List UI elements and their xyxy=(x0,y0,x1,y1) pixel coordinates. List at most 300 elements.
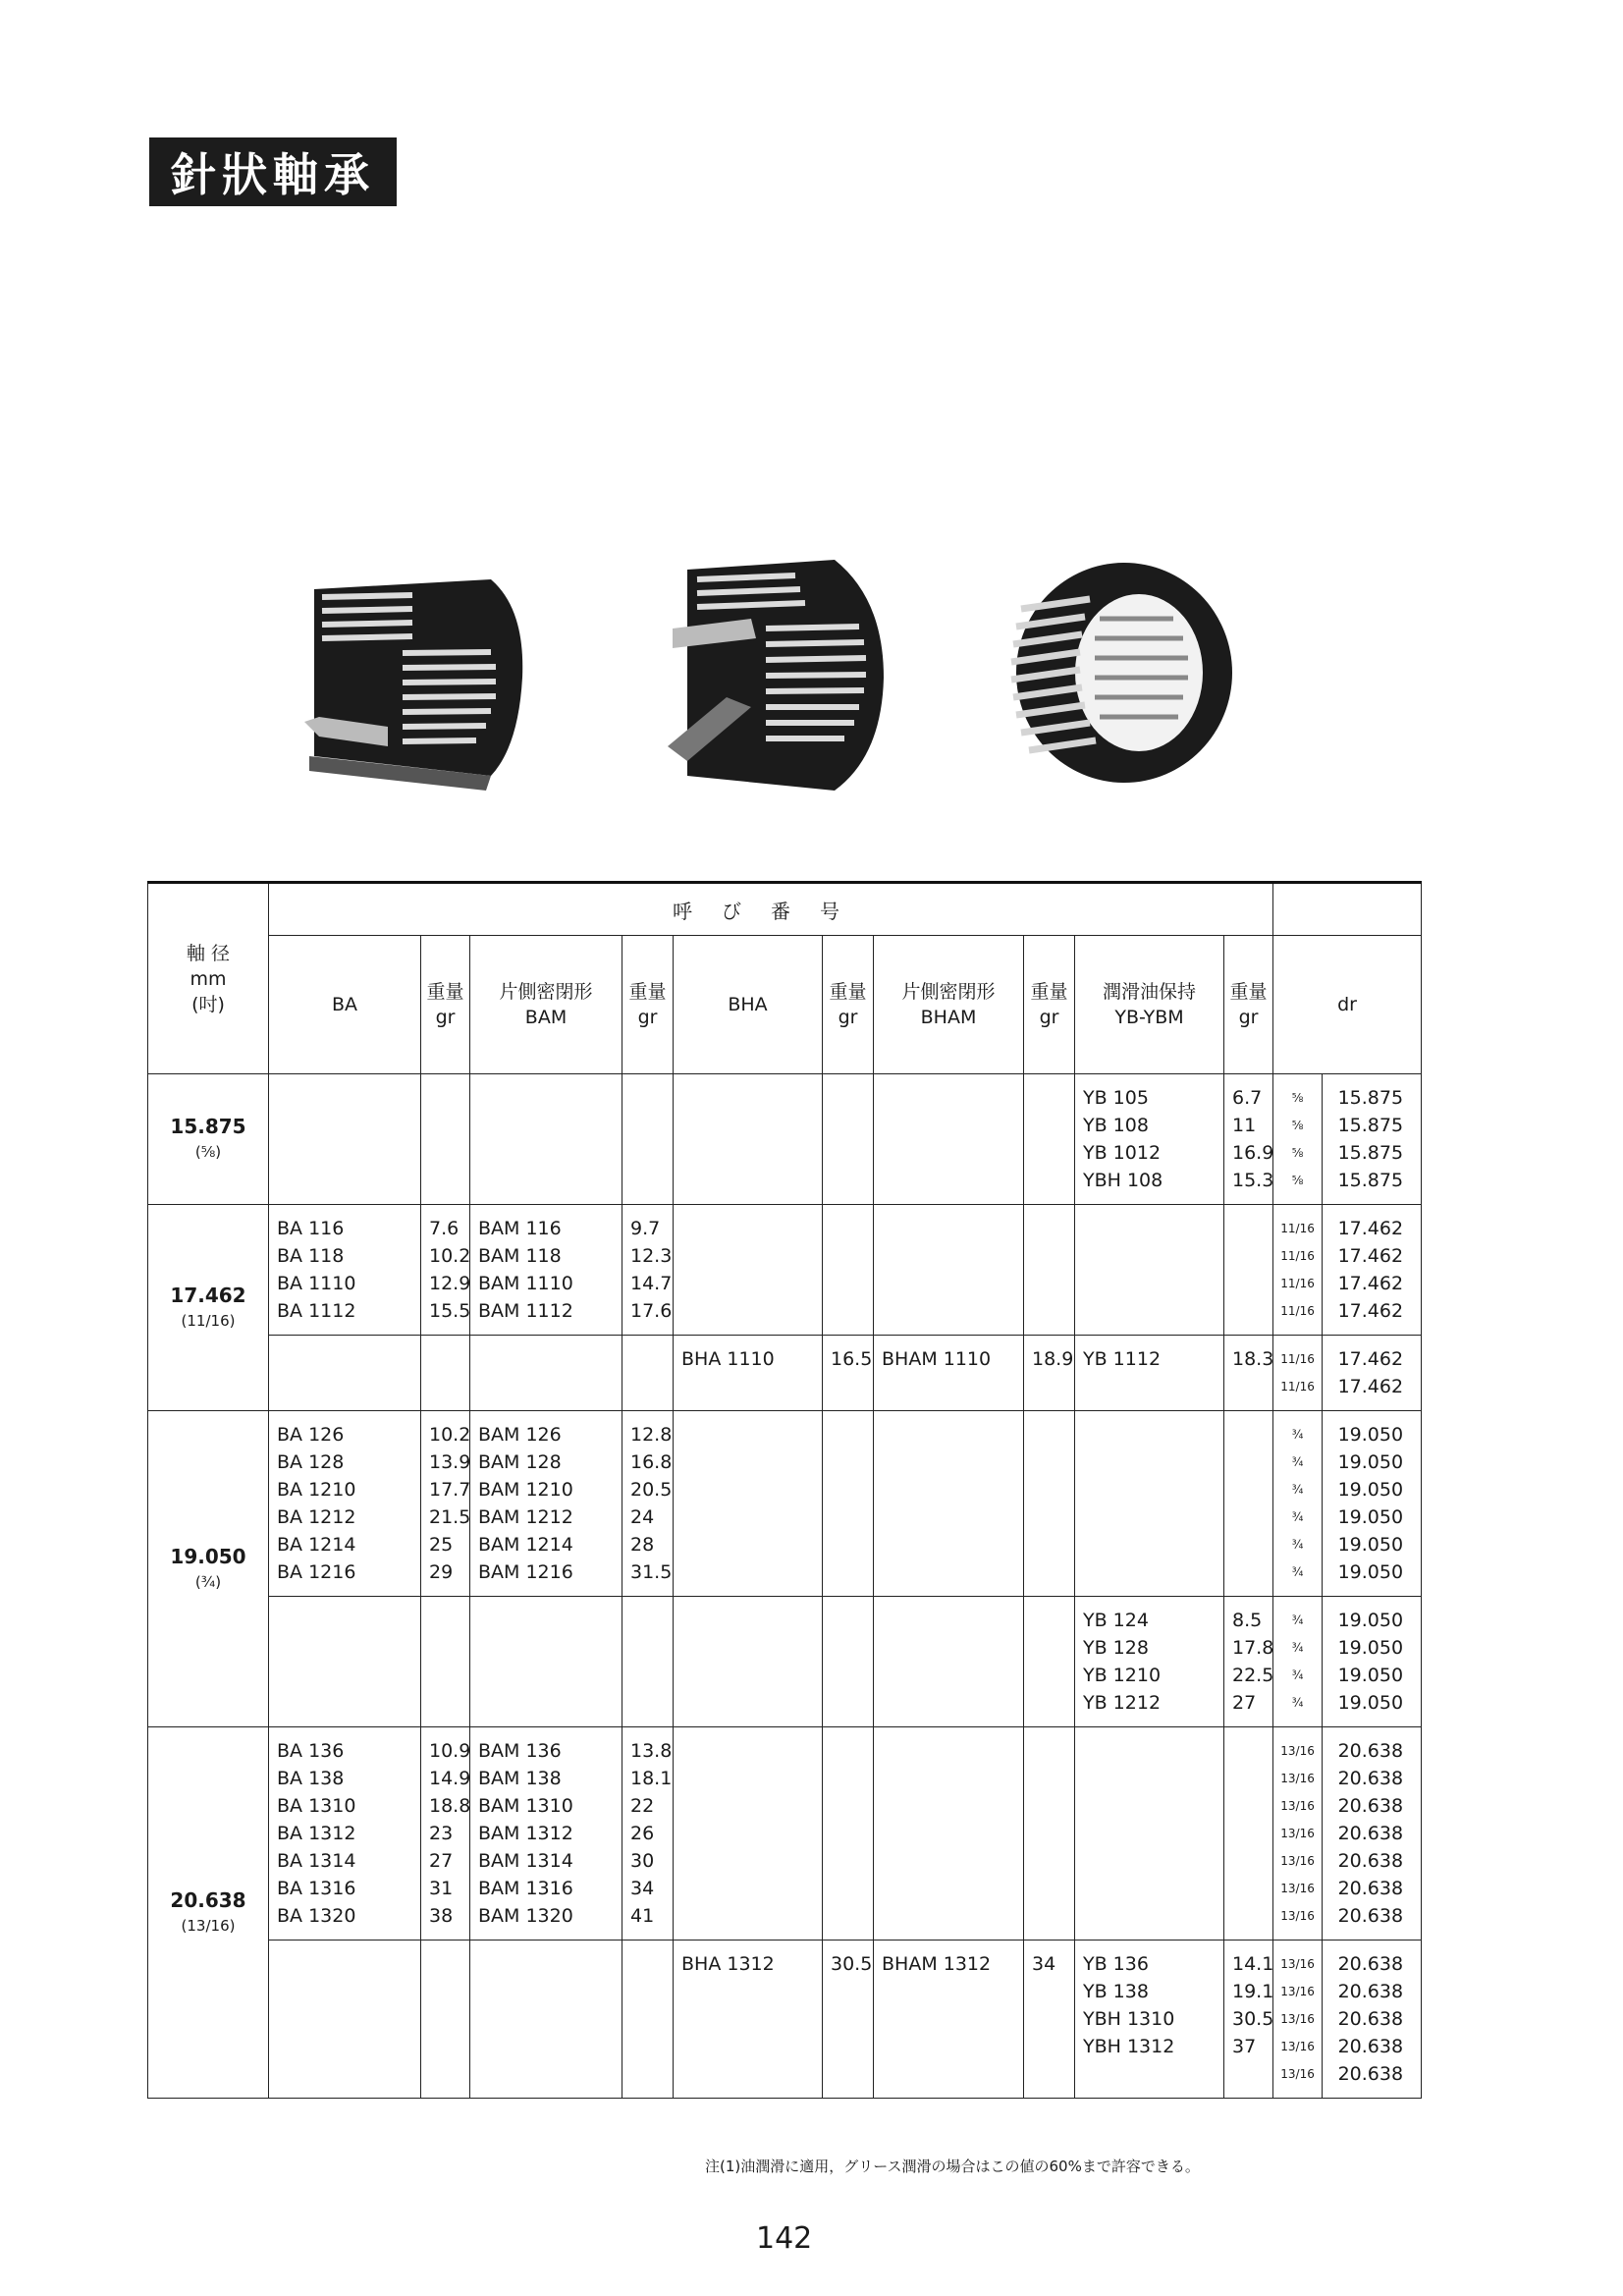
cell-line: YB 1212 xyxy=(1083,1692,1162,1714)
cell-bam xyxy=(470,1074,622,1205)
cell-line: 26 xyxy=(630,1823,655,1844)
cell-yb-w xyxy=(1224,1205,1273,1336)
cell-line: YB 108 xyxy=(1083,1115,1149,1136)
bearing-photos xyxy=(295,550,1257,825)
cell-line: BA 1212 xyxy=(277,1506,356,1528)
dr-line: 20.638 xyxy=(1337,1795,1404,1817)
cell-line: BAM 128 xyxy=(478,1451,562,1473)
cell-line: 12.3 xyxy=(630,1245,673,1267)
dr-line: 19.050 xyxy=(1337,1451,1404,1473)
weight-label: 重量 xyxy=(426,981,464,1003)
cell-line: 10.2 xyxy=(429,1245,471,1267)
cell-line: 29 xyxy=(429,1561,454,1583)
dr-line: 15.875 xyxy=(1337,1142,1404,1164)
table-row xyxy=(148,1411,1422,1597)
cell-inch-fraction xyxy=(1273,1336,1323,1411)
fraction-line: 13/16 xyxy=(1280,1985,1315,1998)
dr-line: 17.462 xyxy=(1337,1348,1404,1370)
cell-line: BAM 118 xyxy=(478,1245,562,1267)
dr-line: 20.638 xyxy=(1337,1953,1404,1975)
cell-bham-w xyxy=(1024,1727,1075,1941)
cell-line: BA 1312 xyxy=(277,1823,356,1844)
cell-line: 7.6 xyxy=(429,1218,460,1239)
cell-line: 30.5 xyxy=(831,1953,873,1975)
shaft-diameter-cell xyxy=(148,1074,269,1205)
dr-line: 17.462 xyxy=(1337,1300,1404,1322)
cell-bam-w xyxy=(622,1336,674,1411)
cell-line: 18.9 xyxy=(1032,1348,1074,1370)
cell-line: BAM 1312 xyxy=(478,1823,573,1844)
cell-line: YB 1210 xyxy=(1083,1665,1162,1686)
table-row xyxy=(148,1074,1422,1205)
cell-bam-w xyxy=(622,1597,674,1727)
cell-line: 13.8 xyxy=(630,1740,673,1762)
fraction-line: 13/16 xyxy=(1280,1744,1315,1758)
col-bha-header: BHA xyxy=(674,936,823,1074)
cell-line: 17.7 xyxy=(429,1479,471,1501)
bearing-image-half-open xyxy=(658,550,893,805)
fraction-line: ¾ xyxy=(1291,1613,1304,1627)
table-row xyxy=(148,1597,1422,1727)
dr-line: 19.050 xyxy=(1337,1561,1404,1583)
cell-bha-w xyxy=(823,1597,874,1727)
cell-bha xyxy=(674,1336,823,1411)
cell-bam xyxy=(470,1597,622,1727)
cell-line: BAM 1214 xyxy=(478,1534,573,1556)
cell-yb-w xyxy=(1224,1411,1273,1597)
cell-line: 31.5 xyxy=(630,1561,673,1583)
dr-line: 17.462 xyxy=(1337,1245,1404,1267)
cell-line: BAM 1210 xyxy=(478,1479,573,1501)
dr-line: 17.462 xyxy=(1337,1218,1404,1239)
cell-line: 12.8 xyxy=(630,1424,673,1446)
bam-header-line1: 片側密閉形 xyxy=(499,981,593,1003)
cell-bam xyxy=(470,1727,622,1941)
col-ba-header: BA xyxy=(269,936,421,1074)
fraction-line: 13/16 xyxy=(1280,1957,1315,1971)
cell-line: 14.1 xyxy=(1232,1953,1274,1975)
cell-line: 38 xyxy=(429,1905,454,1927)
cell-ba-w xyxy=(421,1074,470,1205)
fraction-line: 13/16 xyxy=(1280,1882,1315,1895)
table-row xyxy=(148,1727,1422,1941)
cell-bha-w xyxy=(823,1411,874,1597)
cell-line: 9.7 xyxy=(630,1218,661,1239)
cell-yb xyxy=(1075,1336,1224,1411)
cell-line: BHAM 1312 xyxy=(882,1953,992,1975)
cell-line: 30 xyxy=(630,1850,655,1872)
cell-line: YB 138 xyxy=(1083,1981,1149,2002)
bham-header-line2: BHAM xyxy=(920,1007,977,1028)
cell-line: YBH 1312 xyxy=(1083,2036,1175,2057)
cell-bha-w xyxy=(823,1336,874,1411)
cell-ba-w xyxy=(421,1336,470,1411)
cell-dr xyxy=(1323,1336,1422,1411)
fraction-line: 13/16 xyxy=(1280,1909,1315,1923)
cell-line: YB 136 xyxy=(1083,1953,1149,1975)
dr-line: 20.638 xyxy=(1337,1981,1404,2002)
cell-bha xyxy=(674,1941,823,2099)
cell-dr xyxy=(1323,1205,1422,1336)
axis-header-unit: mm xyxy=(189,967,227,990)
cell-bam xyxy=(470,1336,622,1411)
yb-header-line2: YB-YBM xyxy=(1114,1007,1184,1028)
cell-line: BAM 1310 xyxy=(478,1795,573,1817)
cell-yb xyxy=(1075,1941,1224,2099)
dr-line: 20.638 xyxy=(1337,1850,1404,1872)
col-bham-header xyxy=(874,936,1024,1074)
cell-inch-fraction xyxy=(1273,1941,1323,2099)
col-bha-weight-header xyxy=(823,936,874,1074)
dr-line: 19.050 xyxy=(1337,1479,1404,1501)
cell-ba-w xyxy=(421,1941,470,2099)
cell-ba xyxy=(269,1336,421,1411)
cell-bam-w xyxy=(622,1941,674,2099)
cell-line: BAM 1212 xyxy=(478,1506,573,1528)
shaft-diameter-inch: (13/16) xyxy=(181,1916,236,1935)
cell-line: BAM 1320 xyxy=(478,1905,573,1927)
cell-dr xyxy=(1323,1411,1422,1597)
cell-bha xyxy=(674,1205,823,1336)
cell-line: YB 1012 xyxy=(1083,1142,1162,1164)
cell-line: BAM 126 xyxy=(478,1424,562,1446)
dr-line: 15.875 xyxy=(1337,1087,1404,1109)
col-yb-header xyxy=(1075,936,1224,1074)
dr-line: 20.638 xyxy=(1337,1823,1404,1844)
axis-header-inch: (吋) xyxy=(191,993,225,1015)
cell-line: BA 1112 xyxy=(277,1300,356,1322)
fraction-line: 13/16 xyxy=(1280,1854,1315,1868)
cell-line: BA 118 xyxy=(277,1245,345,1267)
axis-header xyxy=(148,883,269,1074)
cell-ba-w xyxy=(421,1411,470,1597)
cell-inch-fraction xyxy=(1273,1411,1323,1597)
cell-yb xyxy=(1075,1727,1224,1941)
cell-bham xyxy=(874,1074,1024,1205)
cell-line: BA 1216 xyxy=(277,1561,356,1583)
cell-bam xyxy=(470,1411,622,1597)
yb-header-line1: 潤滑油保持 xyxy=(1102,981,1196,1003)
shaft-diameter-cell xyxy=(148,1727,269,2099)
cell-line: 14.7 xyxy=(630,1273,673,1294)
cell-line: BAM 136 xyxy=(478,1740,562,1762)
fraction-line: ¾ xyxy=(1291,1538,1304,1552)
cell-dr xyxy=(1323,1074,1422,1205)
col-ba-weight-header xyxy=(421,936,470,1074)
axis-header-label: 軸 径 xyxy=(186,942,231,964)
cell-yb-w xyxy=(1224,1336,1273,1411)
cell-line: BA 1310 xyxy=(277,1795,356,1817)
weight-label: 重量 xyxy=(1229,981,1268,1003)
cell-bham xyxy=(874,1411,1024,1597)
cell-line: 8.5 xyxy=(1232,1610,1263,1631)
cell-line: YB 128 xyxy=(1083,1637,1149,1659)
weight-label: 重量 xyxy=(1030,981,1068,1003)
cell-bha xyxy=(674,1597,823,1727)
cell-ba-w xyxy=(421,1727,470,1941)
page-number: 142 xyxy=(756,2221,813,2256)
cell-ba xyxy=(269,1597,421,1727)
dr-line: 20.638 xyxy=(1337,2036,1404,2057)
table-row xyxy=(148,1205,1422,1336)
cell-bham-w xyxy=(1024,1205,1075,1336)
table-row xyxy=(148,1336,1422,1411)
dr-line: 17.462 xyxy=(1337,1273,1404,1294)
shaft-diameter-cell xyxy=(148,1205,269,1411)
cell-inch-fraction xyxy=(1273,1205,1323,1336)
dr-line: 15.875 xyxy=(1337,1170,1404,1191)
cell-bham xyxy=(874,1727,1024,1941)
cell-line: BA 126 xyxy=(277,1424,345,1446)
cell-inch-fraction xyxy=(1273,1727,1323,1941)
weight-unit: gr xyxy=(1039,1007,1059,1028)
cell-line: 37 xyxy=(1232,2036,1257,2057)
shaft-diameter-mm: 20.638 xyxy=(170,1887,246,1912)
fraction-line: ⅝ xyxy=(1291,1146,1304,1160)
cell-line: 22.5 xyxy=(1232,1665,1274,1686)
cell-yb xyxy=(1075,1411,1224,1597)
cell-yb-w xyxy=(1224,1074,1273,1205)
cell-line: BAM 1112 xyxy=(478,1300,573,1322)
bearing-image-caged xyxy=(1001,550,1237,805)
cell-line: 10.9 xyxy=(429,1740,471,1762)
cell-bham-w xyxy=(1024,1597,1075,1727)
weight-unit: gr xyxy=(637,1007,658,1028)
col-bam-weight-header xyxy=(622,936,674,1074)
cell-bham xyxy=(874,1205,1024,1336)
cell-bham xyxy=(874,1597,1024,1727)
cell-line: BA 1316 xyxy=(277,1878,356,1899)
cell-line: YBH 1310 xyxy=(1083,2008,1175,2030)
cell-line: 12.9 xyxy=(429,1273,471,1294)
cell-line: BAM 1316 xyxy=(478,1878,573,1899)
fraction-line: ¾ xyxy=(1291,1428,1304,1442)
cell-yb-w xyxy=(1224,1727,1273,1941)
col-dr-header: dr xyxy=(1273,936,1422,1074)
dr-line: 20.638 xyxy=(1337,1878,1404,1899)
fraction-line: 13/16 xyxy=(1280,2067,1315,2081)
cell-bha-w xyxy=(823,1205,874,1336)
cell-yb-w xyxy=(1224,1597,1273,1727)
cell-line: BAM 138 xyxy=(478,1768,562,1789)
cell-line: BA 1210 xyxy=(277,1479,356,1501)
shaft-diameter-inch: (¾) xyxy=(194,1572,222,1591)
cell-bam xyxy=(470,1941,622,2099)
dr-line: 20.638 xyxy=(1337,2063,1404,2085)
weight-unit: gr xyxy=(1238,1007,1259,1028)
weight-unit: gr xyxy=(435,1007,456,1028)
cell-line: 19.1 xyxy=(1232,1981,1274,2002)
cell-line: YB 1112 xyxy=(1083,1348,1162,1370)
cell-bham-w xyxy=(1024,1941,1075,2099)
fraction-line: ⅝ xyxy=(1291,1091,1304,1105)
cell-line: 17.6 xyxy=(630,1300,673,1322)
cell-line: YBH 108 xyxy=(1083,1170,1163,1191)
fraction-line: 11/16 xyxy=(1280,1277,1315,1290)
dr-line: 20.638 xyxy=(1337,1740,1404,1762)
cell-line: 27 xyxy=(1232,1692,1257,1714)
cell-line: BA 1314 xyxy=(277,1850,356,1872)
dr-line: 20.638 xyxy=(1337,2008,1404,2030)
cell-inch-fraction xyxy=(1273,1597,1323,1727)
cell-line: 28 xyxy=(630,1534,655,1556)
cell-line: 34 xyxy=(630,1878,655,1899)
cell-line: 15.5 xyxy=(429,1300,471,1322)
cell-line: BA 116 xyxy=(277,1218,345,1239)
col-bham-weight-header xyxy=(1024,936,1075,1074)
cell-inch-fraction xyxy=(1273,1074,1323,1205)
cell-line: 18.3 xyxy=(1232,1348,1274,1370)
cell-bam-w xyxy=(622,1411,674,1597)
cell-line: 16.8 xyxy=(630,1451,673,1473)
cell-line: YB 124 xyxy=(1083,1610,1149,1631)
dr-line: 20.638 xyxy=(1337,1905,1404,1927)
fraction-line: 11/16 xyxy=(1280,1222,1315,1235)
bam-header-line2: BAM xyxy=(524,1007,568,1028)
dr-header-top xyxy=(1273,883,1422,936)
fraction-line: 13/16 xyxy=(1280,1772,1315,1785)
bearing-spec-table xyxy=(147,881,1422,2099)
cell-line: 18.1 xyxy=(630,1768,673,1789)
cell-line: BA 128 xyxy=(277,1451,345,1473)
fraction-line: ¾ xyxy=(1291,1668,1304,1682)
cell-line: 17.8 xyxy=(1232,1637,1274,1659)
dr-line: 20.638 xyxy=(1337,1768,1404,1789)
cell-line: 10.2 xyxy=(429,1424,471,1446)
cell-line: 30.5 xyxy=(1232,2008,1274,2030)
cell-line: 15.3 xyxy=(1232,1170,1274,1191)
dr-line: 17.462 xyxy=(1337,1376,1404,1397)
fraction-line: ¾ xyxy=(1291,1510,1304,1524)
cell-bha xyxy=(674,1411,823,1597)
cell-dr xyxy=(1323,1597,1422,1727)
cell-line: 31 xyxy=(429,1878,454,1899)
cell-line: BA 1110 xyxy=(277,1273,356,1294)
cell-line: 22 xyxy=(630,1795,655,1817)
cell-bha xyxy=(674,1074,823,1205)
weight-label: 重量 xyxy=(829,981,867,1003)
cell-line: BAM 1314 xyxy=(478,1850,573,1872)
cell-line: BAM 1110 xyxy=(478,1273,573,1294)
cell-ba xyxy=(269,1411,421,1597)
shaft-diameter-cell xyxy=(148,1411,269,1727)
cell-bam xyxy=(470,1205,622,1336)
shaft-diameter-mm: 17.462 xyxy=(170,1283,246,1307)
cell-ba xyxy=(269,1727,421,1941)
cell-line: BA 1214 xyxy=(277,1534,356,1556)
cell-yb xyxy=(1075,1205,1224,1336)
cell-line: 6.7 xyxy=(1232,1087,1263,1109)
col-yb-weight-header xyxy=(1224,936,1273,1074)
cell-line: BHA 1312 xyxy=(681,1953,775,1975)
cell-line: 16.5 xyxy=(831,1348,873,1370)
cell-line: BA 138 xyxy=(277,1768,345,1789)
cell-line: 23 xyxy=(429,1823,454,1844)
cell-line: BHAM 1110 xyxy=(882,1348,992,1370)
cell-line: 16.9 xyxy=(1232,1142,1274,1164)
cell-bha xyxy=(674,1727,823,1941)
cell-line: 24 xyxy=(630,1506,655,1528)
dr-line: 19.050 xyxy=(1337,1692,1404,1714)
cell-line: BAM 1216 xyxy=(478,1561,573,1583)
cell-bham xyxy=(874,1941,1024,2099)
designation-header: 呼び番号 xyxy=(269,883,1273,936)
fraction-line: 11/16 xyxy=(1280,1304,1315,1318)
cell-bham-w xyxy=(1024,1411,1075,1597)
cell-line: BAM 116 xyxy=(478,1218,562,1239)
fraction-line: 13/16 xyxy=(1280,2040,1315,2053)
weight-unit: gr xyxy=(838,1007,858,1028)
fraction-line: ¾ xyxy=(1291,1641,1304,1655)
cell-line: 14.9 xyxy=(429,1768,471,1789)
dr-line: 19.050 xyxy=(1337,1424,1404,1446)
fraction-line: 11/16 xyxy=(1280,1352,1315,1366)
fraction-line: 11/16 xyxy=(1280,1249,1315,1263)
dr-line: 19.050 xyxy=(1337,1534,1404,1556)
fraction-line: 11/16 xyxy=(1280,1380,1315,1394)
bearing-image-open-shell xyxy=(295,550,530,805)
shaft-diameter-inch: (11/16) xyxy=(181,1311,236,1330)
cell-bam-w xyxy=(622,1205,674,1336)
dr-line: 19.050 xyxy=(1337,1610,1404,1631)
cell-line: 21.5 xyxy=(429,1506,471,1528)
bham-header-line1: 片側密閉形 xyxy=(901,981,996,1003)
cell-bam-w xyxy=(622,1727,674,1941)
cell-ba-w xyxy=(421,1205,470,1336)
fraction-line: ¾ xyxy=(1291,1483,1304,1497)
dr-line: 19.050 xyxy=(1337,1665,1404,1686)
cell-ba xyxy=(269,1205,421,1336)
cell-bam-w xyxy=(622,1074,674,1205)
cell-line: BHA 1110 xyxy=(681,1348,775,1370)
fraction-line: 13/16 xyxy=(1280,1799,1315,1813)
cell-bham-w xyxy=(1024,1336,1075,1411)
cell-bha-w xyxy=(823,1074,874,1205)
cell-bha-w xyxy=(823,1727,874,1941)
fraction-line: ¾ xyxy=(1291,1455,1304,1469)
cell-line: 18.8 xyxy=(429,1795,471,1817)
table-row xyxy=(148,1941,1422,2099)
cell-dr xyxy=(1323,1941,1422,2099)
cell-line: 27 xyxy=(429,1850,454,1872)
shaft-diameter-inch: (⅝) xyxy=(194,1143,222,1161)
cell-ba xyxy=(269,1941,421,2099)
weight-label: 重量 xyxy=(628,981,667,1003)
cell-line: BA 136 xyxy=(277,1740,345,1762)
cell-yb xyxy=(1075,1597,1224,1727)
cell-bham xyxy=(874,1336,1024,1411)
fraction-line: ¾ xyxy=(1291,1696,1304,1710)
fraction-line: ¾ xyxy=(1291,1565,1304,1579)
cell-line: 34 xyxy=(1032,1953,1056,1975)
footnote: 注(1)油潤滑に適用，グリース潤滑の場合はこの値の60%まで許容できる。 xyxy=(705,2158,1200,2175)
cell-line: 11 xyxy=(1232,1115,1257,1136)
dr-line: 15.875 xyxy=(1337,1115,1404,1136)
cell-ba xyxy=(269,1074,421,1205)
cell-bham-w xyxy=(1024,1074,1075,1205)
cell-bha-w xyxy=(823,1941,874,2099)
cell-line: 13.9 xyxy=(429,1451,471,1473)
cell-line: BA 1320 xyxy=(277,1905,356,1927)
shaft-diameter-mm: 19.050 xyxy=(170,1544,246,1568)
fraction-line: 13/16 xyxy=(1280,2012,1315,2026)
fraction-line: ⅝ xyxy=(1291,1174,1304,1187)
dr-line: 19.050 xyxy=(1337,1637,1404,1659)
col-bam-header xyxy=(470,936,622,1074)
cell-line: 41 xyxy=(630,1905,655,1927)
fraction-line: ⅝ xyxy=(1291,1119,1304,1132)
dr-line: 19.050 xyxy=(1337,1506,1404,1528)
